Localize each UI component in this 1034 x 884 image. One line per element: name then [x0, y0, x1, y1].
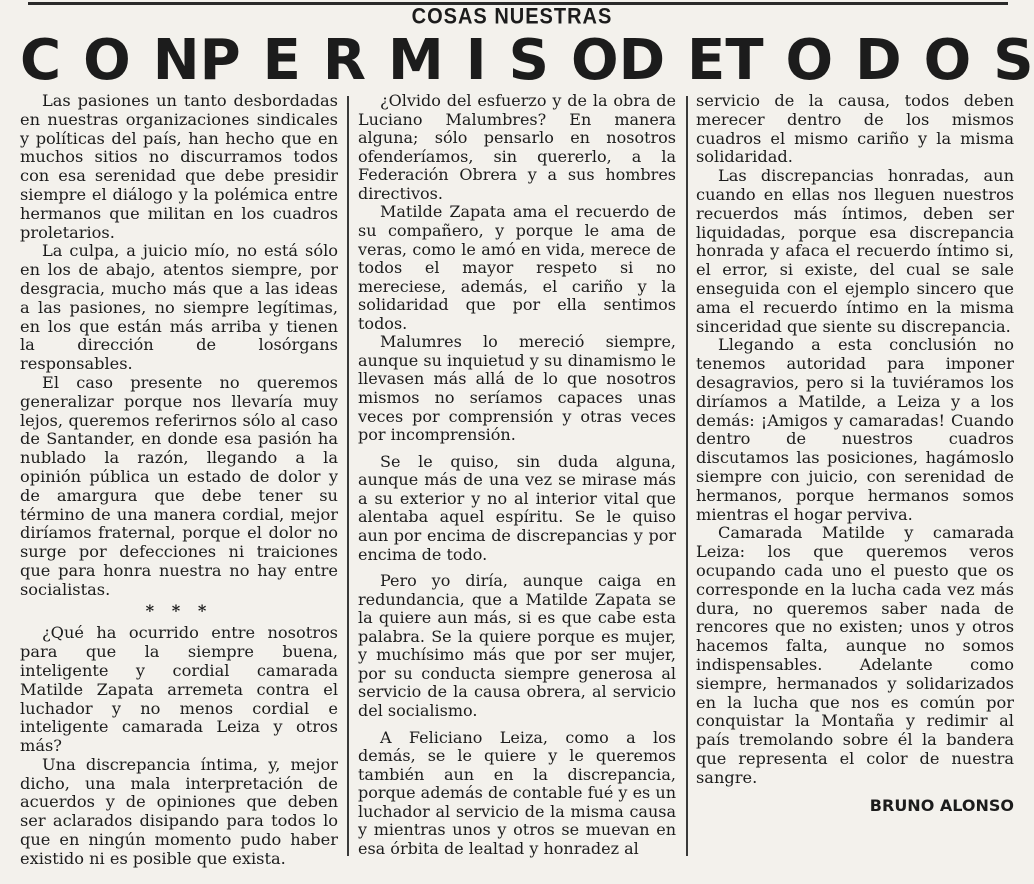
paragraph: servicio de la causa, todos deben merecer dentro de los mismos cuadros el mismo cariño y la misma solidaridad. [696, 91, 1014, 167]
headline-word-3: D E [618, 28, 726, 93]
headline [20, 28, 1034, 93]
column-3 [696, 92, 1014, 816]
paragraph: Camarada Matilde y camarada Leiza: los que queremos veros ocupando cada uno el puesto que os corresponde en la lucha cada vez más dura, no queremos saber nada de rencores que no existen; unos y otros hacemos falta, aunque no somos indispensables. Adelante como siempre, hermanados y solidarizados en la lucha que nos es común por conquistar la Montaña y redimir al país tremolando sobre él la bandera que representa el color de nuestra sangre. [696, 523, 1014, 787]
paragraph: Matilde Zapata ama el recuerdo de su compañero, y porque le ama de veras, como le amó en vida, merece de todos el mayor respeto si no mereciese, además, el cariño y la solidaridad que por ella sentimos todos. [358, 202, 676, 333]
column-rule-1 [347, 96, 349, 856]
paragraph: Se le quiso, sin duda alguna, aunque más de una vez se mirase más a su exterior y no al interior vital que alentaba aquel espíritu. Se le quiso aun por encima de discrepancias y por encima de todo. [358, 451, 676, 564]
headline-word-1: C O N [20, 28, 200, 93]
author-signature: BRUNO ALONSO [869, 796, 1014, 816]
paragraph: El caso presente no queremos generalizar porque nos llevaría muy lejos, queremos referirnos sólo al caso de Santander, en donde esa pasión ha nublado la razón, llegando a la opinión pública un estado de dolor y de amargura que debe tener su término de una manera cordial, mejor diríamos fraternal, porque el dolor no surge por defecciones ni traiciones que para honra nuestra no hay entre socialistas. [20, 372, 338, 599]
column-rule-2 [686, 96, 688, 856]
paragraph: Las discrepancias honradas, aun cuando en ellas nos lleguen nuestros recuerdos más íntimos, deben ser liquidadas, porque esa discrepancia honrada y afaca el recuerdo íntimo si, el error, si existe, del cual se sale enseguida con el ejemplo sincero que ama el recuerdo íntimo en la misma sinceridad que siente su discrepancia. [696, 166, 1014, 336]
column-1 [20, 92, 338, 869]
paragraph: Una discrepancia íntima, y, mejor dicho, una mala interpretación de acuerdos y de opiniones que deben ser aclarados disipando para todos lo que en ningún momento pudo haber existido ni es posible que exista. [20, 754, 338, 868]
column-2 [358, 92, 676, 859]
paragraph: La culpa, a juicio mío, no está sólo en los de abajo, atentos siempre, por desgracia, mucho más que a las ideas a las pasiones, no siempre legítimas, en los que están más arriba y tienen la dirección de losórgans responsables. [20, 241, 338, 374]
paragraph: Las pasiones un tanto desbordadas en nuestras organizaciones sindicales y políticas del país, han hecho que en muchos sitios no discurramos todos con esa serenidad que debe presidir siempre el diálogo y la polémica entre hermanos que militan en los cuadros proletarios. [20, 91, 338, 242]
headline-word-2: P E R M I S O [199, 28, 619, 93]
section-break-stars: * * * [145, 600, 213, 620]
headline-word-4: T O D O S [725, 28, 1034, 93]
paragraph: A Feliciano Leiza, como a los demás, se le quiere y le queremos también aun en la discrepancia, porque además de contable fué y es un luchador al servicio de la misma causa y mientras unos y otros se muevan en esa órbita de lealtad y honradez al [358, 727, 676, 858]
paragraph: Pero yo diría, aunque caiga en redundancia, que a Matilde Zapata se la quiere aun más, si es que cabe esta palabra. Se la quiere porque es mujer, y muchísimo más que por ser mujer, por su conducta siempre generosa al servicio de la causa obrera, al servicio del socialismo. [358, 571, 676, 720]
paragraph: Llegando a esta conclusión no tenemos autoridad para imponer desagravios, pero si la tuviéramos los diríamos a Matilde, a Leiza y a los demás: ¡Amigos y camaradas! Cuando dentro de nuestros cuadros discutamos las posiciones, hagámoslo siempre con juicio, con serenidad de hermanos, porque hermanos somos mientras el hogar perviva. [696, 335, 1014, 524]
paragraph: ¿Qué ha ocurrido entre nosotros para que la siempre buena, inteligente y cordial camarada Matilde Zapata arremeta contra el luchador y no menos cordial e inteligente camarada Leiza y otros más? [20, 623, 338, 756]
paragraph: Malumres lo mereció siempre, aunque su inquietud y su dinamismo le llevasen más allá de lo que nosotros mismos no seríamos capaces unas veces por comprensión y otras veces por incomprensión. [358, 332, 676, 445]
section-title: COSAS NUESTRAS [411, 4, 613, 30]
paragraph: ¿Olvido del esfuerzo y de la obra de Luciano Malumbres? En manera alguna; sólo pensarlo en nosotros ofenderíamos, sin quererlo, a la Federación Obrera y a sus hombres directivos. [358, 91, 676, 203]
